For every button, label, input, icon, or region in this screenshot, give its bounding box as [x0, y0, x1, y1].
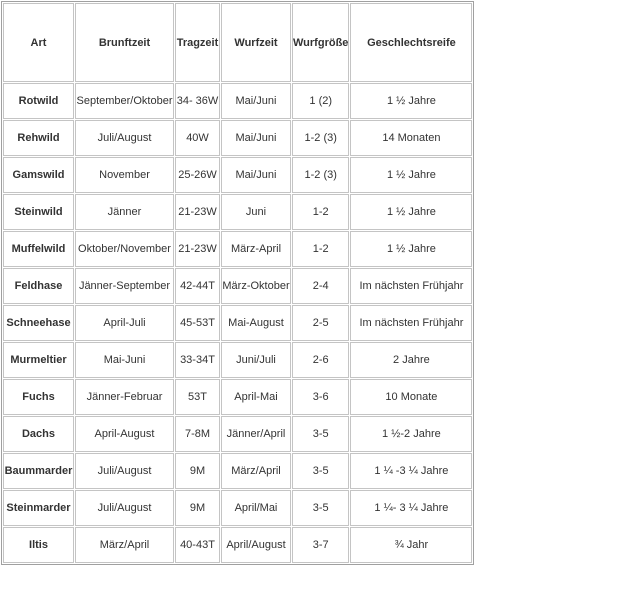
header-geschlechtsreife: Geschlechtsreife	[350, 3, 472, 82]
cell-brunftzeit: September/Oktober	[75, 83, 174, 119]
cell-tragzeit: 40W	[175, 120, 220, 156]
cell-wurfzeit: April/Mai	[221, 490, 291, 526]
cell-brunftzeit: Juli/August	[75, 453, 174, 489]
cell-brunftzeit: Juli/August	[75, 120, 174, 156]
cell-geschlechtsreife: 1 ½ Jahre	[350, 83, 472, 119]
cell-brunftzeit: Jänner-Februar	[75, 379, 174, 415]
cell-art: Fuchs	[3, 379, 74, 415]
cell-tragzeit: 21-23W	[175, 231, 220, 267]
header-wurfzeit: Wurfzeit	[221, 3, 291, 82]
table-row	[3, 490, 472, 526]
cell-wurfzeit: Mai-August	[221, 305, 291, 341]
cell-art: Gamswild	[3, 157, 74, 193]
cell-geschlechtsreife: 10 Monate	[350, 379, 472, 415]
cell-wurfgroesse: 1-2	[292, 194, 349, 230]
cell-art: Schneehase	[3, 305, 74, 341]
table-row	[3, 231, 472, 267]
cell-wurfgroesse: 2-6	[292, 342, 349, 378]
cell-wurfgroesse: 3-5	[292, 453, 349, 489]
cell-brunftzeit: Jänner	[75, 194, 174, 230]
wildlife-reproduction-table	[1, 1, 474, 565]
cell-wurfzeit: April/August	[221, 527, 291, 563]
header-art: Art	[3, 3, 74, 82]
cell-tragzeit: 42-44T	[175, 268, 220, 304]
cell-geschlechtsreife: 1 ½ Jahre	[350, 194, 472, 230]
cell-wurfgroesse: 1 (2)	[292, 83, 349, 119]
cell-wurfzeit: Jänner/April	[221, 416, 291, 452]
cell-art: Iltis	[3, 527, 74, 563]
cell-wurfgroesse: 1-2 (3)	[292, 157, 349, 193]
cell-geschlechtsreife: 1 ½ Jahre	[350, 231, 472, 267]
cell-art: Muffelwild	[3, 231, 74, 267]
cell-geschlechtsreife: Im nächsten Frühjahr	[350, 268, 472, 304]
cell-brunftzeit: Jänner-September	[75, 268, 174, 304]
cell-art: Murmeltier	[3, 342, 74, 378]
table-row	[3, 120, 472, 156]
cell-geschlechtsreife: Im nächsten Frühjahr	[350, 305, 472, 341]
cell-tragzeit: 34- 36W	[175, 83, 220, 119]
cell-wurfzeit: März-April	[221, 231, 291, 267]
table-row	[3, 416, 472, 452]
table-row	[3, 305, 472, 341]
table-row	[3, 342, 472, 378]
cell-art: Rehwild	[3, 120, 74, 156]
cell-brunftzeit: März/April	[75, 527, 174, 563]
header-brunftzeit: Brunftzeit	[75, 3, 174, 82]
cell-brunftzeit: Juli/August	[75, 490, 174, 526]
cell-tragzeit: 40-43T	[175, 527, 220, 563]
cell-geschlechtsreife: 2 Jahre	[350, 342, 472, 378]
cell-brunftzeit: April-August	[75, 416, 174, 452]
cell-tragzeit: 33-34T	[175, 342, 220, 378]
cell-wurfgroesse: 3-7	[292, 527, 349, 563]
table-body	[3, 83, 472, 563]
cell-tragzeit: 9M	[175, 453, 220, 489]
cell-wurfgroesse: 1-2	[292, 231, 349, 267]
header-row	[3, 3, 472, 82]
cell-art: Feldhase	[3, 268, 74, 304]
table-row	[3, 268, 472, 304]
cell-wurfzeit: Mai/Juni	[221, 157, 291, 193]
cell-wurfgroesse: 1-2 (3)	[292, 120, 349, 156]
cell-tragzeit: 25-26W	[175, 157, 220, 193]
cell-art: Baummarder	[3, 453, 74, 489]
cell-wurfgroesse: 3-5	[292, 416, 349, 452]
cell-art: Dachs	[3, 416, 74, 452]
table-row	[3, 453, 472, 489]
cell-tragzeit: 21-23W	[175, 194, 220, 230]
cell-geschlechtsreife: 14 Monaten	[350, 120, 472, 156]
cell-wurfzeit: April-Mai	[221, 379, 291, 415]
cell-tragzeit: 9M	[175, 490, 220, 526]
cell-wurfgroesse: 3-5	[292, 490, 349, 526]
cell-geschlechtsreife: 1 ¼- 3 ¼ Jahre	[350, 490, 472, 526]
table-row	[3, 527, 472, 563]
cell-art: Steinmarder	[3, 490, 74, 526]
cell-tragzeit: 45-53T	[175, 305, 220, 341]
cell-wurfzeit: Juni/Juli	[221, 342, 291, 378]
cell-tragzeit: 7-8M	[175, 416, 220, 452]
cell-brunftzeit: Oktober/November	[75, 231, 174, 267]
cell-brunftzeit: November	[75, 157, 174, 193]
cell-geschlechtsreife: 1 ½-2 Jahre	[350, 416, 472, 452]
cell-brunftzeit: April-Juli	[75, 305, 174, 341]
cell-wurfzeit: Juni	[221, 194, 291, 230]
cell-wurfgroesse: 2-5	[292, 305, 349, 341]
table-row	[3, 157, 472, 193]
cell-wurfzeit: Mai/Juni	[221, 83, 291, 119]
table-row	[3, 194, 472, 230]
cell-wurfzeit: März-Oktober	[221, 268, 291, 304]
cell-wurfzeit: März/April	[221, 453, 291, 489]
table-row	[3, 83, 472, 119]
cell-geschlechtsreife: 1 ½ Jahre	[350, 157, 472, 193]
cell-wurfgroesse: 3-6	[292, 379, 349, 415]
cell-art: Steinwild	[3, 194, 74, 230]
cell-geschlechtsreife: ¾ Jahr	[350, 527, 472, 563]
cell-tragzeit: 53T	[175, 379, 220, 415]
cell-wurfzeit: Mai/Juni	[221, 120, 291, 156]
header-tragzeit: Tragzeit	[175, 3, 220, 82]
table-row	[3, 379, 472, 415]
cell-brunftzeit: Mai-Juni	[75, 342, 174, 378]
cell-wurfgroesse: 2-4	[292, 268, 349, 304]
cell-art: Rotwild	[3, 83, 74, 119]
table-container	[1, 1, 474, 565]
cell-geschlechtsreife: 1 ¼ -3 ¼ Jahre	[350, 453, 472, 489]
header-wurfgroesse: Wurfgröße	[292, 3, 349, 82]
